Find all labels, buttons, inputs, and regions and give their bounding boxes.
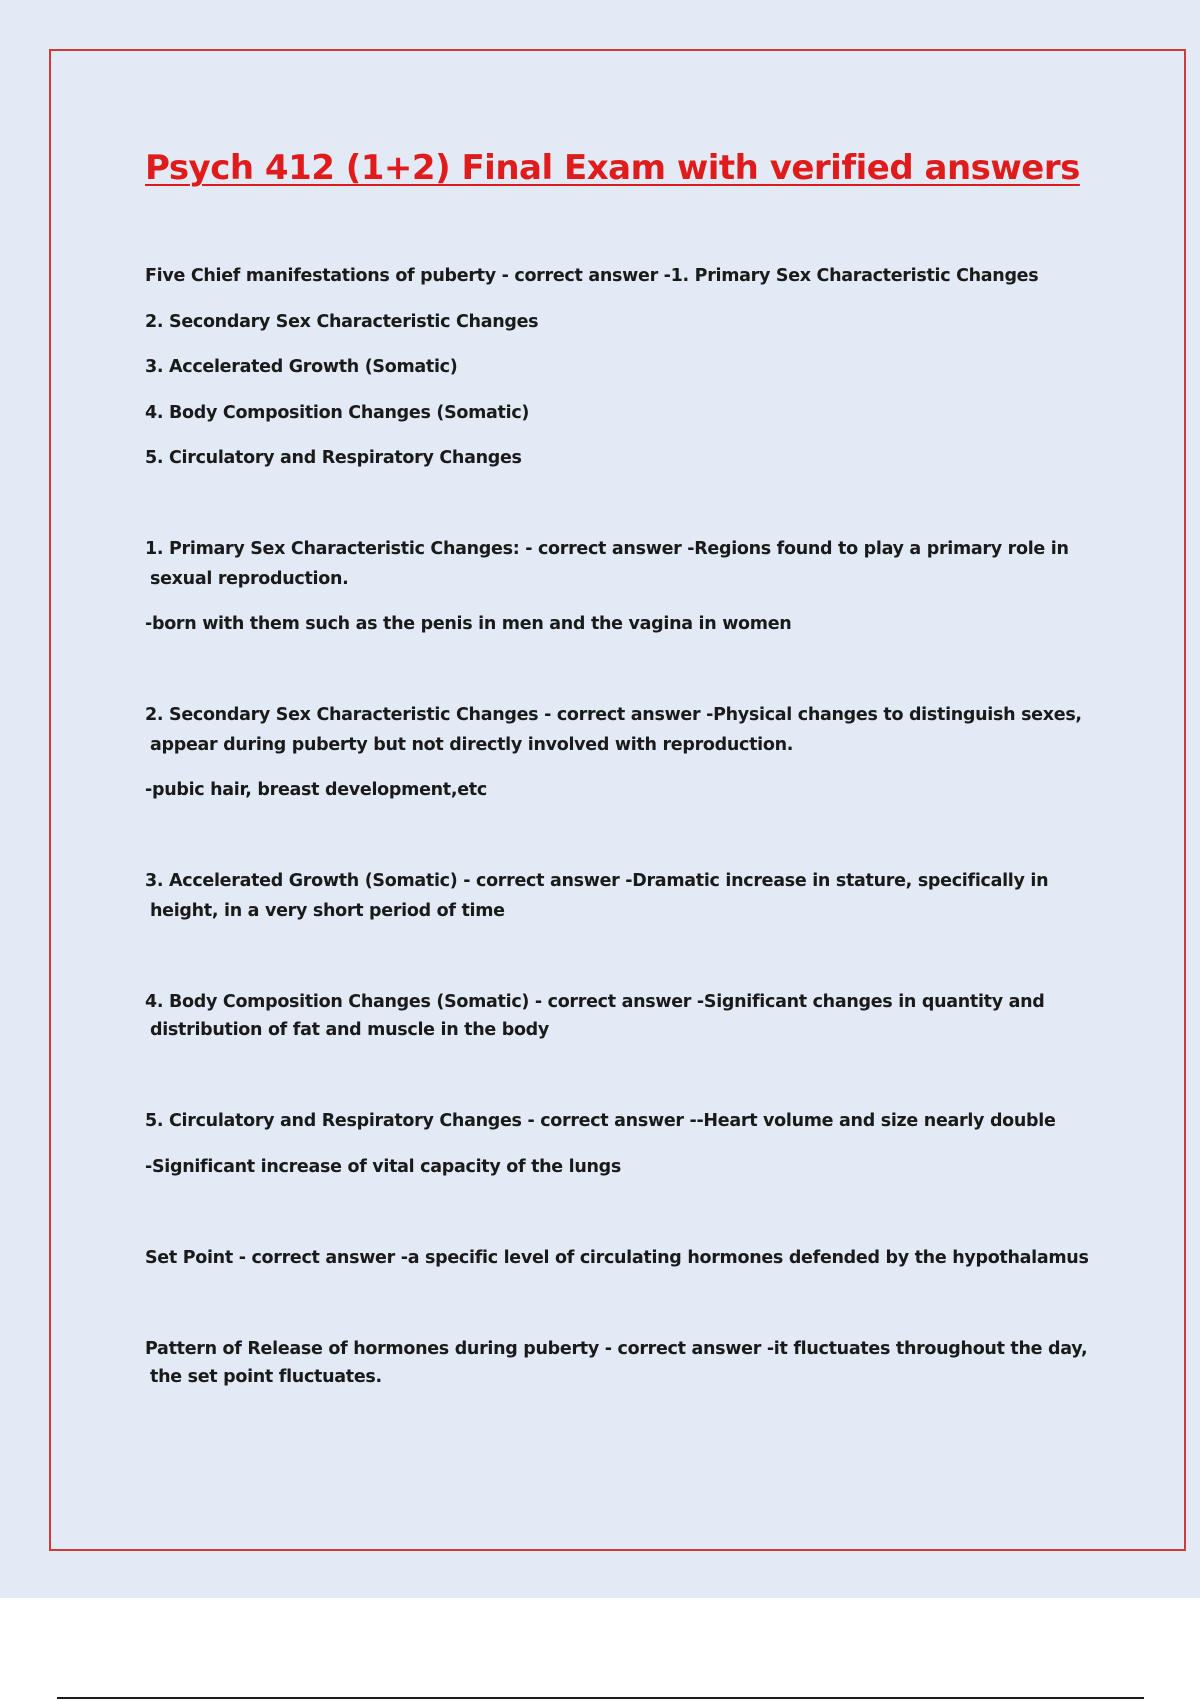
text-line-accelerated-growth-answer-cont: height, in a very short period of time [150, 901, 505, 921]
text-line-circulatory-lungs: -Significant increase of vital capacity of the lungs [145, 1157, 622, 1177]
text-line-manifestations-intro: Five Chief manifestations of puberty - correct answer -1. Primary Sex Characteristic Changes [145, 266, 1039, 286]
text-line-body-composition: 4. Body Composition Changes (Somatic) [145, 403, 530, 423]
text-line-pattern-of-release: Pattern of Release of hormones during puberty - correct answer -it fluctuates throughout the day, [145, 1339, 1088, 1359]
footer-divider-line [57, 1697, 1144, 1699]
text-line-accelerated-growth: 3. Accelerated Growth (Somatic) [145, 357, 458, 377]
text-line-secondary-sex: 2. Secondary Sex Characteristic Changes [145, 312, 539, 332]
text-line-secondary-sex-answer-cont: appear during puberty but not directly involved with reproduction. [150, 735, 794, 755]
text-line-accelerated-growth-answer: 3. Accelerated Growth (Somatic) - correct answer -Dramatic increase in stature, specifically in [145, 871, 1049, 891]
text-line-secondary-sex-answer: 2. Secondary Sex Characteristic Changes - correct answer -Physical changes to distinguish sexes, [145, 705, 1082, 725]
text-line-circulatory: 5. Circulatory and Respiratory Changes [145, 448, 522, 468]
text-line-body-composition-answer: 4. Body Composition Changes (Somatic) - correct answer -Significant changes in quantity and [145, 992, 1045, 1012]
text-line-primary-sex-answer: 1. Primary Sex Characteristic Changes: - correct answer -Regions found to play a primary role in [145, 539, 1069, 559]
text-line-secondary-sex-example: -pubic hair, breast development,etc [145, 780, 487, 800]
text-line-pattern-of-release-cont: the set point fluctuates. [150, 1367, 382, 1387]
text-line-primary-sex-example: -born with them such as the penis in men and the vagina in women [145, 614, 792, 634]
text-line-set-point: Set Point - correct answer -a specific level of circulating hormones defended by the hypothalamus [145, 1248, 1089, 1268]
text-line-body-composition-answer-cont: distribution of fat and muscle in the body [150, 1020, 550, 1040]
document-title: Psych 412 (1+2) Final Exam with verified answers [145, 148, 1080, 188]
text-line-primary-sex-answer-cont: sexual reproduction. [150, 569, 349, 589]
text-line-circulatory-answer: 5. Circulatory and Respiratory Changes - correct answer --Heart volume and size nearly double [145, 1111, 1056, 1131]
